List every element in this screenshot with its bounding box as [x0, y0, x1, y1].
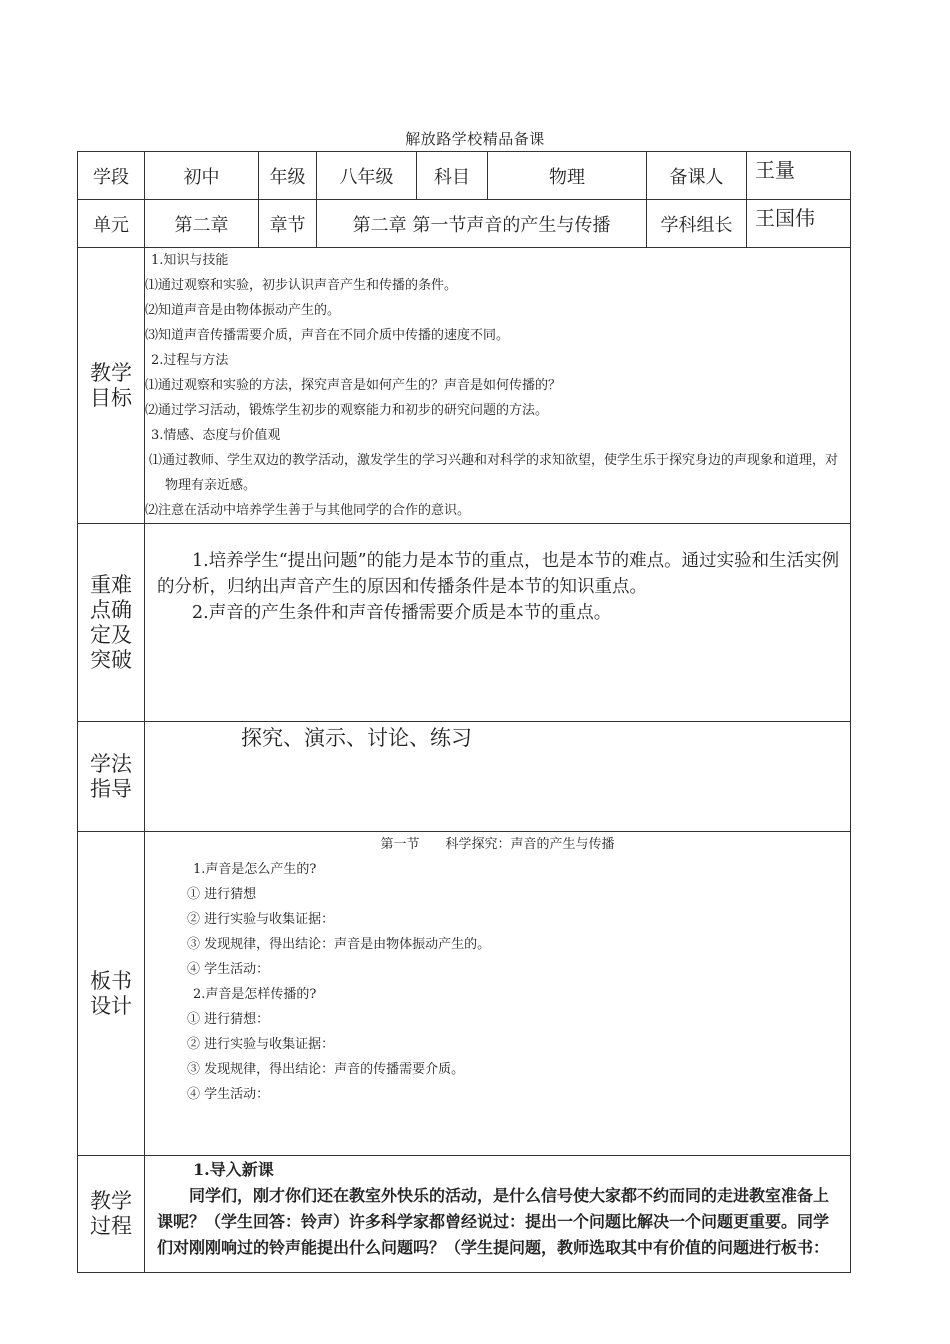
grade-value: 八年级 [317, 152, 417, 200]
board-line: ② 进行实验与收集证据： [187, 912, 335, 927]
objective-line: ⑴通过教师、学生双边的教学活动，激发学生的学习兴趣和对科学的求知欲望，使学生乐于探究身边的声现象和道理，对物理有亲近感。 [149, 453, 839, 493]
board-line: ④ 学生活动： [187, 962, 270, 977]
stage-value: 初中 [145, 152, 259, 200]
lesson-plan-table [77, 151, 851, 1273]
grade-label: 年级 [259, 152, 317, 200]
leader-value: 王国伟 [747, 200, 851, 248]
process-text: 同学们，刚才你们还在教室外快乐的活动，是什么信号使大家都不约而同的走进教室准备上课呢？（学生回答：铃声）许多科学家都曾经说过：提出一个问题比解决一个问题更重要。同学们对刚刚响过的铃声能提出什么问题吗？（学生提问题，教师选取其中有价值的问题进行板书： [157, 1186, 830, 1257]
board-content [145, 832, 851, 1156]
key-points-row [78, 524, 851, 722]
process-content [145, 1156, 851, 1273]
board-line: ④ 学生活动： [187, 1087, 270, 1102]
process-row [78, 1156, 851, 1273]
objective-line: 2.过程与方法 [151, 353, 229, 368]
stage-label: 学段 [78, 152, 145, 200]
preparer-value: 王量 [747, 152, 851, 200]
process-heading: 1.导入新课 [193, 1160, 274, 1179]
preparer-label: 备课人 [647, 152, 747, 200]
board-line: ② 进行实验与收集证据： [187, 1037, 335, 1052]
header-row-2 [78, 200, 851, 248]
key-point-line: 1.培养学生“提出问题”的能力是本节的重点，也是本节的难点。通过实验和生活实例的分析，归纳出声音产生的原因和传播条件是本节的知识重点。 [157, 551, 840, 597]
board-label: 板书 设计 [78, 832, 145, 1156]
methods-label: 学法 指导 [78, 722, 145, 832]
subject-label: 科目 [417, 152, 488, 200]
objective-line: ⑴通过观察和实验的方法，探究声音是如何产生的？声音是如何传播的？ [145, 378, 562, 393]
leader-label: 学科组长 [647, 200, 747, 248]
page-title: 解放路学校精品备课 [405, 130, 545, 148]
objective-line: ⑵通过学习活动，锻炼学生初步的观察能力和初步的研究问题的方法。 [145, 403, 549, 418]
header-row-1 [78, 152, 851, 200]
objectives-label: 教学 目标 [78, 248, 145, 524]
subject-value: 物理 [488, 152, 647, 200]
key-point-line: 2.声音的产生条件和声音传播需要介质是本节的重点。 [192, 603, 612, 623]
objective-line: ⑵注意在活动中培养学生善于与其他同学的合作的意识。 [145, 503, 471, 518]
board-row [78, 832, 851, 1156]
objective-line: 1.知识与技能 [151, 253, 229, 268]
board-line: ① 进行猜想 [187, 887, 257, 902]
methods-row [78, 722, 851, 832]
process-label: 教学 过程 [78, 1156, 145, 1273]
objectives-content [145, 248, 851, 524]
unit-value: 第二章 [145, 200, 259, 248]
board-line: 1.声音是怎么产生的? [193, 862, 317, 877]
objective-line: 3.情感、态度与价值观 [151, 428, 281, 443]
board-line: 2.声音是怎样传播的? [193, 987, 317, 1002]
key-points-content [145, 524, 851, 722]
objective-line: ⑴通过观察和实验，初步认识声音产生和传播的条件。 [145, 278, 458, 293]
board-heading: 第一节 科学探究：声音的产生与传播 [380, 837, 615, 852]
board-line: ① 进行猜想： [187, 1012, 270, 1027]
board-line: ③ 发现规律，得出结论：声音是由物体振动产生的。 [187, 937, 491, 952]
objective-line: ⑶知道声音传播需要介质，声音在不同介质中传播的速度不同。 [145, 328, 510, 343]
methods-content: 探究、演示、讨论、练习 [145, 722, 851, 832]
key-points-label: 重难 点确 定及 突破 [78, 524, 145, 722]
objectives-row [78, 248, 851, 524]
chapter-label: 章节 [259, 200, 317, 248]
objective-line: ⑵知道声音是由物体振动产生的。 [145, 303, 341, 318]
board-line: ③ 发现规律，得出结论：声音的传播需要介质。 [187, 1062, 465, 1077]
chapter-value: 第二章 第一节声音的产生与传播 [317, 200, 647, 248]
unit-label: 单元 [78, 200, 145, 248]
